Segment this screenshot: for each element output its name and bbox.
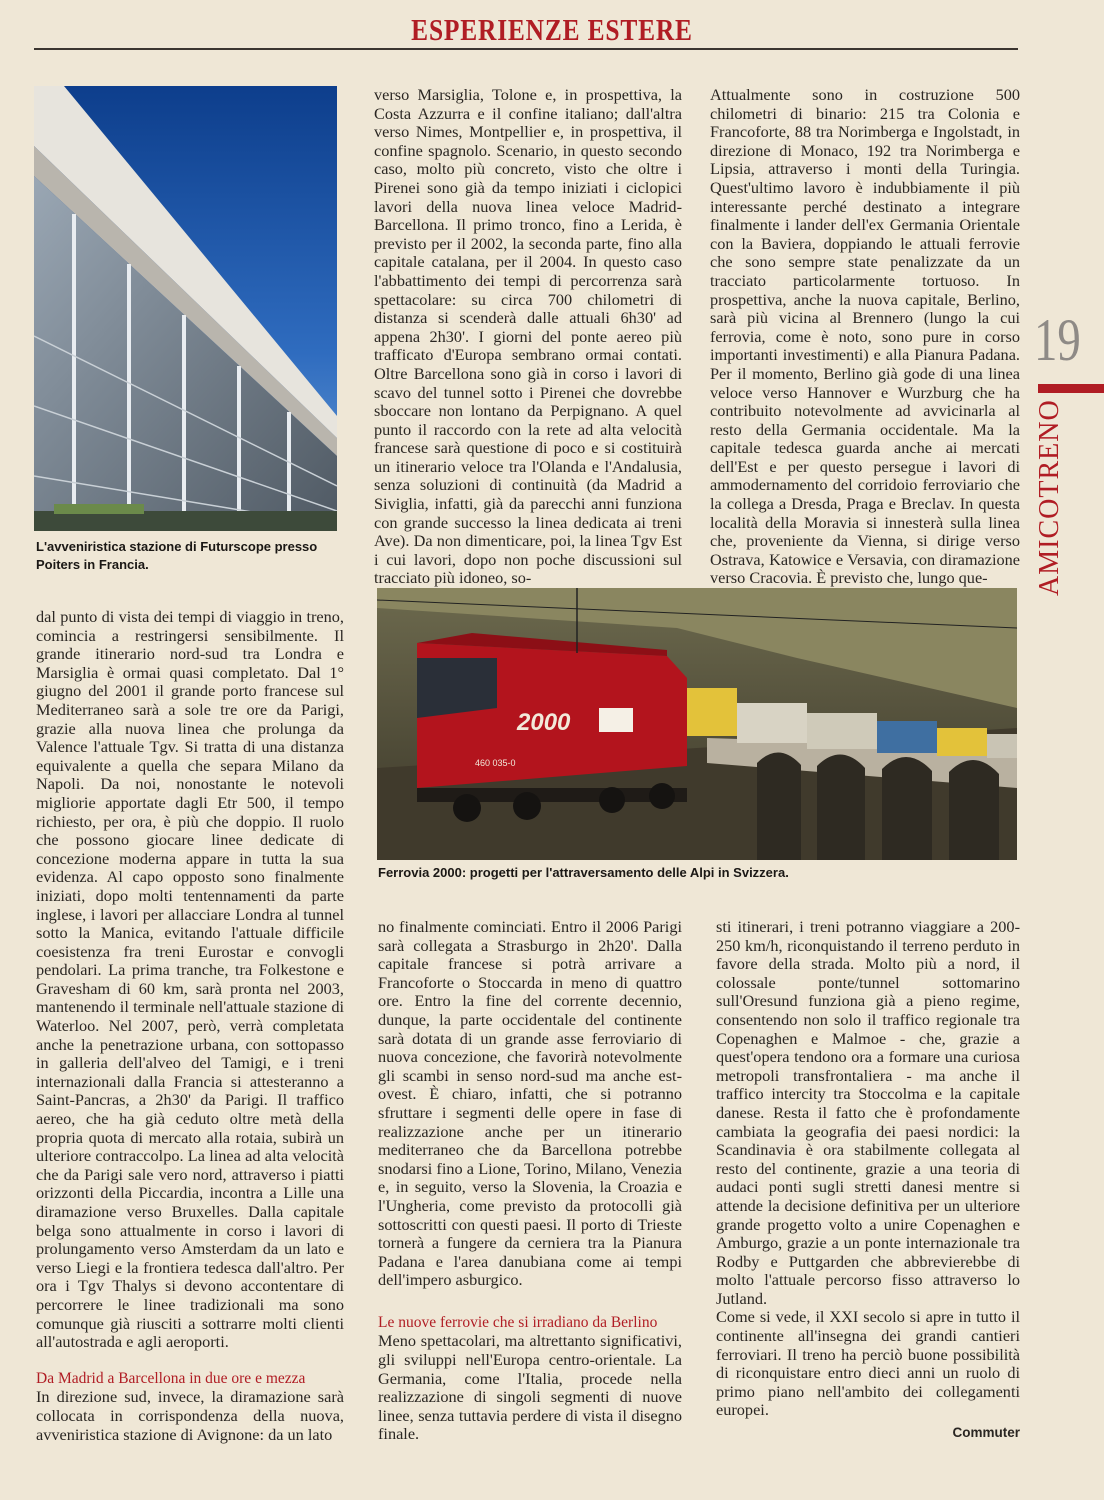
paragraph: dal punto di vista dei tempi di viaggio in treno, comincia a restringersi sensibilmente. Il grande itinerario nord-sud tra Londra e Marsiglia è ormai quasi completato. Dal 1° giugno del 2001 il grande porto francese sul Mediterraneo sarà a sole tre ore da Parigi, grazie alla nuova linea che prolunga da Valence l'attuale Tgv. Si tratta di una distanza equivalente a quella che separa Milano da Napoli. Da noi, nonostante le notevoli migliorie apportate dagli Etr 500, il tempo richiesto, per ora, è più che doppio. Il ruolo che possono giocare linee dedicate di concezione moderna appare in tutta la sua evidenza. Al capo opposto sono finalmente iniziati, dopo molti tentennamenti da parte inglese, i lavori per allacciare Londra al tunnel sotto la Manica, evitando l'attuale difficile coesistenza fra treni Eurostar e convogli pendolari. La prima tranche, tra Folkestone e Gravesham di 60 km, sarà pronta nel 2003, mantenendo il terminale nell'attuale stazione di Waterloo. Nel 2007, però, verrà completata anche la penetrazione urbana, con sottopasso in galleria dell'alveo del Tamigi, e i treni internazionali dalla Francia si attesteranno a Saint-Pancras, a 2h30' da Parigi. Il traffico aereo, che ha già ceduto oltre metà della propria quota di mercato alla rotaia, subirà un ulteriore contraccolpo. La linea ad alta velocità che da Parigi sale vero nord, attraverso i piatti orizzonti della Piccardia, incontra a Lille una diramazione verso Bruxelles. Dalla capitale belga sono attualmente in corso i lavori di prolungamento verso Amsterdam da un lato e verso Liegi e la frontiera tedesca dall'altro. Per ora i Tgv Thalys si devono accontentare di percorrere le linee tradizionali ma sono comunque già riusciti a sottrarre molti clienti all'autostrada e agli aeroporti. xyxy=(36,607,344,1352)
subheading-madrid-barcellona: Da Madrid a Barcellona in due ore e mezza xyxy=(36,1369,306,1387)
paragraph: In direzione sud, invece, la diramazione sarà collocata in corrispondenza della nuova, avveniristica stazione di Avignone: da un lato xyxy=(36,1387,344,1444)
paragraph: sti itinerari, i treni potranno viaggiare a 200-250 km/h, riconquistando il terreno perduto in favore della strada. Molto più a nord, il colossale ponte/tunnel sottomarino sull'Oresund funziona già a pieno regime, consentendo non solo il traffico regionale tra Copenaghen e Malmoe - che, grazie a quest'opera tendono ora a formare una curiosa metropoli transfrontaliera - ma anche il traffico intercity tra Stoccolma e la capitale danese. Resta il fatto che è profondamente cambiata la geografia dei paesi nordici: la Scandinavia è ora stabilmente collegata al resto del continente, grazie a una teoria di audaci ponti sugli stretti danesi mentre si attende la decisione definitiva per un ulteriore grande progetto volto a unire Copenaghen e Amburgo, grazie a un ponte internazionale tra Rodby e Puttgarden che abbrevierebbe di molto l'attuale percorso fisso attraverso lo Jutland. xyxy=(716,917,1020,1308)
station-photo xyxy=(34,86,337,531)
paragraph: verso Marsiglia, Tolone e, in prospettiva, la Costa Azzurra e il confine italiano; dall'altra verso Nimes, Montpellier e, in prospettiva, il confine spagnolo. Scenario, in questo secondo caso, molto più concreto, visto che oltre i Pirenei sono già da tempo iniziati i ciclopici lavori della nuova linea veloce Madrid-Barcellona. Il primo tronco, fino a Lerida, è previsto per il 2002, la seconda parte, fino alla capitale catalana, per il 2004. In questo caso l'abbattimento dei tempi di percorrenza sarà spettacolare: su circa 700 chilometri di distanza si scenderà dalle attuali 6h30' ad appena 2h30'. I giorni del ponte aereo più trafficato d'Europa sembrano ormai contati. Oltre Barcellona sono già in corso i lavori di scavo del tunnel sotto i Pirenei che dovrebbe sboccare non lontano da Perpignano. A quel punto il raccordo con la rete ad alta velocità francese sarà questione di poco e si costituirà un itinerario veloce tra l'Olanda e l'Andalusia, senza soluzioni di continuità (da Madrid a Siviglia, infatti, già da parecchi anni funziona con grande successo la linea dedicata ai treni Ave). Da non dimenticare, poi, la linea Tgv Est i cui lavori, dopo non poche discussioni sul tracciato più idoneo, so- xyxy=(374,85,682,588)
station-photo-caption: L'avveniristica stazione di Futurscope presso Poiters in Francia. xyxy=(36,539,318,572)
paragraph: no finalmente cominciati. Entro il 2006 Parigi sarà collegata a Strasburgo in 2h20'. Dalla capitale francese si potrà arrivare a Francoforte o Stoccarda in meno di quattro ore. Entro la fine del corrente decennio, dunque, la parte occidentale del continente sarà dotata di un grande asse ferroviario di nuova concezione, che favorirà notevolmente gli scambi in senso nord-sud ma anche est-ovest. È chiaro, infatti, che si potranno sfruttare i segmenti delle opere in fase di realizzazione anche per un itinerario mediterraneo che da Barcellona potrebbe snodarsi fino a Lione, Torino, Milano, Venezia e, in seguito, verso la Slovenia, la Croazia e l'Ungheria, come previsto da protocolli già sottoscritti con questi paesi. Il porto di Trieste tornerà a fungere da cerniera tra la Pianura Padana e l'area danubiana come ai tempi dell'impero asburgico. xyxy=(378,917,682,1290)
paragraph: Meno spettacolari, ma altrettanto significativi, gli sviluppi nell'Europa centro-orientale. La Germania, come l'Italia, procede nella realizzazione di singoli segmenti di nuove linee, senza tuttavia perdere di vista il disegno finale. xyxy=(378,1331,682,1444)
section-bar xyxy=(1038,384,1104,393)
text-column-left xyxy=(36,608,344,1444)
section-label: AMICOTRENO xyxy=(1034,399,1065,596)
loco-number-text: 2000 xyxy=(517,709,571,736)
header-rule xyxy=(34,48,1018,50)
paragraph: Come si vede, il XXI secolo si apre in tutto il continente all'insegna dei grandi cantieri ferroviari. Il treno ha perciò buone possibilità di riconquistare entro dieci anni un ruolo di primo piano nell'ambito dei collegamenti europei. xyxy=(716,1307,1020,1420)
paragraph: Attualmente sono in costruzione 500 chilometri di binario: 215 tra Colonia e Francoforte, 88 tra Norimberga e Ingolstadt, in direzione di Monaco, 192 tra Norimberga e Lipsia, attraverso i monti della Turingia. Quest'ultimo lavoro è indubbiamente il più interessante perché destinato a integrare finalmente i lander dell'ex Germania Orientale con la Baviera, doppiando le attuali ferrovie che sono sempre state penalizzate da un tracciato particolarmente tortuoso. In prospettiva, anche la nuova capitale, Berlino, sarà più vicina al Brennero (lungo la cui ferrovia, come è noto, sono pure in corso importanti investimenti) e alla Pianura Padana. Per il momento, Berlino già gode di una linea veloce verso Hannover e Wurzburg che ha contribuito notevolmente ad avvicinarla al resto della Germania occidentale. Ma la capitale tedesca guarda anche ai mercati dell'Est e per questo persegue i lavori di ammodernamento del corridoio ferroviario che la collega a Dresda, Praga e Breclav. In questa località della Moravia si innesterà sulla linea che, proveniente da Vienna, si dirige verso Ostrava, Katowice e Versavia, con diramazione verso Cracovia. È previsto che, lungo que- xyxy=(710,85,1020,588)
loco-id-text: 460 035-0 xyxy=(475,758,516,768)
page-header-title: ESPERIENZE ESTERE xyxy=(411,12,693,47)
train-photo-caption: Ferrovia 2000: progetti per l'attraversamento delle Alpi in Svizzera. xyxy=(378,865,789,880)
train-photo xyxy=(377,588,1017,860)
author-signature: Commuter xyxy=(952,1425,1020,1441)
text-column-bottom-middle xyxy=(378,918,682,1444)
page-number: 19 xyxy=(1034,307,1081,373)
text-column-top-middle xyxy=(374,86,682,588)
text-column-bottom-right xyxy=(716,918,1020,1443)
text-column-top-right xyxy=(710,86,1020,588)
subheading-berlino: Le nuove ferrovie che si irradiano da Berlino xyxy=(378,1313,658,1331)
